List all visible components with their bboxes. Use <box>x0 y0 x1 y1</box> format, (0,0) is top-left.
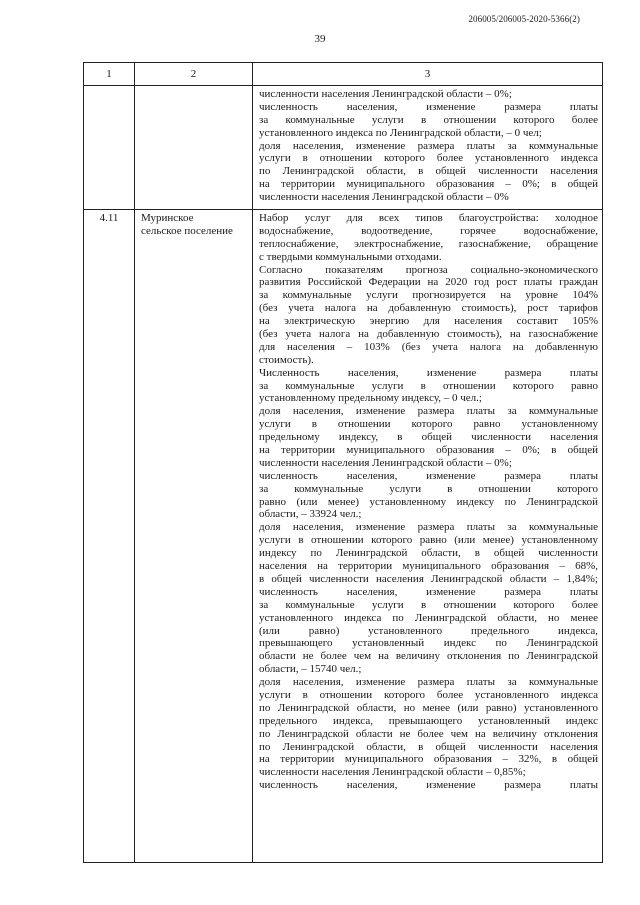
text-line: за коммунальные услуги в отношении которого равно <box>259 379 598 392</box>
text-line: численность населения, изменение размера платы <box>259 100 598 113</box>
text-line: на электрическую энергию для населения составит 105% <box>259 315 598 328</box>
column-header-3: 3 <box>253 63 603 86</box>
municipality-cell <box>135 86 253 210</box>
text-line: теплоснабжение, электроснабжение, газоснабжение, обращение <box>259 237 598 250</box>
text-line: Набор услуг для всех типов благоустройства: холодное <box>259 212 598 224</box>
text-line: за коммунальные услуги прогнозируется на уровне 104% <box>259 289 598 302</box>
text-line: в общей численности населения Ленинградской области – 1,84%; <box>259 572 598 585</box>
column-header-2: 2 <box>135 63 253 86</box>
row-number-cell: 4.11 <box>84 210 135 863</box>
text-line: численность населения, изменение размера платы <box>259 779 598 792</box>
text-line: (без учета налога на добавленную стоимость), на газоснабжение <box>259 328 598 341</box>
municipality-line: сельское поселение <box>141 224 233 237</box>
text-line: по Ленинградской области не более чем на величину отклонения <box>259 727 598 740</box>
municipality-cell <box>135 210 253 863</box>
text-line: доля населения, изменение размера платы за коммунальные <box>259 676 598 689</box>
text-line: установленному предельному индексу, – 0 чел.; <box>259 392 482 405</box>
row-number-cell <box>84 86 135 210</box>
text-line: численность населения, изменение размера платы <box>259 469 598 482</box>
text-line: установленного индекса по Ленинградской области, но менее <box>259 611 598 624</box>
table-row-4-11 <box>84 210 603 863</box>
document-table <box>83 62 603 863</box>
text-line: за коммунальные услуги в отношении которого более <box>259 113 598 126</box>
text-line: для населения – 103% (без учета налога на добавленную <box>259 340 598 353</box>
table-row-continuation <box>84 86 603 210</box>
text-line: индексу по Ленинградской области, в общей численности <box>259 547 598 560</box>
text-line: на территории муниципального образования – 0%; в общей <box>259 178 598 191</box>
text-line: за коммунальные услуги в отношении которого более <box>259 598 598 611</box>
text-line: по Ленинградской области, в общей численности населения <box>259 165 598 178</box>
text-line: численности населения Ленинградской области – 0%; <box>259 456 512 469</box>
text-line: доля населения, изменение размера платы за коммунальные <box>259 521 598 534</box>
text-line: с твердыми коммунальными отходами. <box>259 250 442 263</box>
text-line: за коммунальные услуги в отношении которого <box>259 482 598 495</box>
text-line: услуги в отношении которого более установленного индекса <box>259 688 598 701</box>
text-line: численность населения, изменение размера платы <box>259 585 598 598</box>
description-cell <box>253 86 603 210</box>
text-line: (или равно) установленного предельного индекса, <box>259 624 598 637</box>
text-line: услуги в отношении которого равно (или менее) установленному <box>259 534 598 547</box>
text-line: на территории муниципального образования – 32%, в общей <box>259 753 598 766</box>
text-line: установленного индекса по Ленинградской области, – 0 чел; <box>259 126 542 139</box>
text-line: услуги в отношении которого более установленного индекса <box>259 152 598 165</box>
description-cell <box>253 210 603 863</box>
column-header-1: 1 <box>84 63 135 86</box>
text-line: водоснабжение, водоотведение, горячее водоснабжение, <box>259 224 598 237</box>
text-line: области, – 15740 чел.; <box>259 663 362 676</box>
text-line: (без учета налога на добавленную стоимость), рост тарифов <box>259 302 598 315</box>
table-header-row <box>84 63 603 86</box>
municipality-line: Муринское <box>141 212 194 224</box>
text-line: населения на территории муниципального образования – 68%, <box>259 560 598 573</box>
document-number: 206005/206005-2020-5366(2) <box>468 14 580 24</box>
text-line: Согласно показателям прогноза социально-экономического <box>259 263 598 276</box>
text-line: на территории муниципального образования – 0%; в общей <box>259 444 598 457</box>
text-line: численности населения Ленинградской области – 0%; <box>259 88 512 100</box>
text-line: доля населения, изменение размера платы за коммунальные <box>259 405 598 418</box>
text-line: области, – 33924 чел.; <box>259 508 362 521</box>
text-line: развития Российской Федерации на 2020 год рост платы граждан <box>259 276 598 289</box>
text-line: по Ленинградской области, но менее (или равно) установленного <box>259 701 598 714</box>
text-line: предельному индексу, в общей численности населения <box>259 431 598 444</box>
text-line: равно (или менее) установленному индексу по Ленинградской <box>259 495 598 508</box>
text-line: доля населения, изменение размера платы за коммунальные <box>259 139 598 152</box>
text-line: численности населения Ленинградской области – 0% <box>259 191 509 204</box>
text-line: превышающего установленный индекс по Ленинградской <box>259 637 598 650</box>
page-number: 39 <box>314 33 326 45</box>
text-line: области не более чем на величину отклонения по Ленинградской <box>259 650 598 663</box>
text-line: предельного индекса, превышающего установленный индекс <box>259 714 598 727</box>
text-line: Численность населения, изменение размера платы <box>259 366 598 379</box>
text-line: стоимость). <box>259 353 314 366</box>
text-line: численности населения Ленинградской области – 0,85%; <box>259 766 526 779</box>
text-line: по Ленинградской области, в общей численности населения <box>259 740 598 753</box>
text-line: услуги в отношении которого равно установленному <box>259 418 598 431</box>
